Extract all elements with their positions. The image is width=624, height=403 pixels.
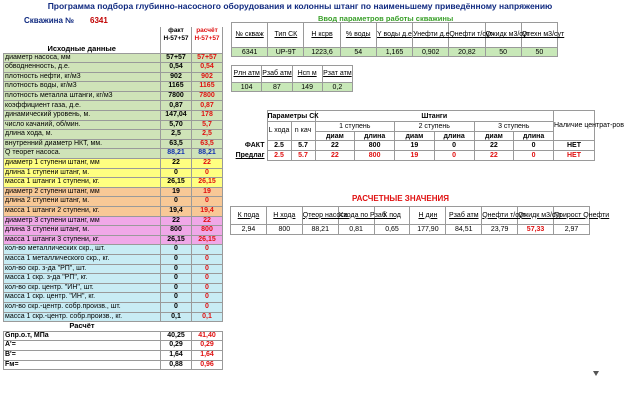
calc-value[interactable]: 0,54 [192, 63, 223, 73]
calc-fact-value: 0,88 [161, 360, 192, 370]
param-name: кол-во скр. з-да "РП", шт. [4, 264, 161, 274]
calc-value[interactable]: 2,5 [192, 130, 223, 140]
stage1-header: 1 ступень [315, 122, 395, 132]
result-header: Qтеор насоса [302, 207, 338, 225]
calc-name: В'= [4, 350, 161, 360]
well-param-header: Qнефти т/сут [449, 23, 485, 48]
param-name: кол-во металлических скр., шт. [4, 245, 161, 255]
param-name: диаметр насоса, мм [4, 53, 161, 63]
rod-subheader: длина [434, 132, 474, 141]
source-data-title: Исходные данные [4, 27, 161, 53]
fact-value: 0 [434, 141, 474, 151]
fact-value[interactable]: 19,4 [161, 207, 192, 217]
result-value: 84,51 [446, 225, 482, 235]
fact-value[interactable]: 0,1 [161, 312, 192, 322]
source-data-row [4, 207, 223, 217]
param-name: Q теорет насоса. [4, 149, 161, 159]
calc-value[interactable]: 0 [192, 245, 223, 255]
proposed-value: НЕТ [554, 151, 595, 161]
well-param-header: Qтехн м3/сут [521, 23, 557, 48]
proposed-row-label: Предлаг [235, 152, 265, 159]
fact-value[interactable]: 800 [161, 226, 192, 236]
param-name: внутренний диаметр НКТ, мм. [4, 139, 161, 149]
param-name: масса 1 штанги 2 ступени, кг. [4, 207, 161, 217]
well-param-header: Тип СК [268, 23, 304, 48]
fact-value[interactable]: 7800 [161, 91, 192, 101]
param-name: плотность металла штанги, кг/м3 [4, 91, 161, 101]
fact-value[interactable]: 0 [161, 264, 192, 274]
fact-value[interactable]: 22 [161, 216, 192, 226]
pressure-params-table [231, 65, 353, 92]
param-name: плотность нефти, кг/м3 [4, 72, 161, 82]
fact-value[interactable]: 1165 [161, 82, 192, 92]
proposed-value: 0 [514, 151, 554, 161]
source-data-row [4, 197, 223, 207]
rod-subheader: диам [395, 132, 435, 141]
calc-fact-value: 40,25 [161, 331, 192, 341]
fact-value[interactable]: 5,70 [161, 120, 192, 130]
source-data-row [4, 82, 223, 92]
pressure-param-header: Рлн атм [232, 66, 262, 83]
result-value: 88,21 [302, 225, 338, 235]
result-header: Н дин [410, 207, 446, 225]
calc-row [4, 331, 223, 341]
result-header: К пода [231, 207, 267, 225]
fact-value[interactable]: 147,04 [161, 111, 192, 121]
pressure-param-header: Рзат атм [322, 66, 352, 83]
param-name: масса 1 скр. з-да "РП", кг. [4, 274, 161, 284]
source-data-row [4, 302, 223, 312]
calc-value[interactable]: 57+57 [192, 53, 223, 63]
well-param-value[interactable]: UP-9T [268, 48, 304, 57]
fact-value[interactable]: 0,87 [161, 101, 192, 111]
source-data-row [4, 216, 223, 226]
param-name: диаметр 3 ступени штанг, мм [4, 216, 161, 226]
cursor-icon [592, 370, 600, 377]
well-label: Скважина № [24, 16, 75, 25]
well-param-value[interactable]: 6341 [232, 48, 268, 57]
rod-subheader: длина [514, 132, 554, 141]
param-name: масса 1 металлического скр., кг. [4, 254, 161, 264]
calc-value[interactable]: 0 [192, 274, 223, 284]
param-name: масса 1 скр. центр. "ИН", кг. [4, 293, 161, 303]
pressure-param-header: Рзаб атм [262, 66, 292, 83]
calc-value[interactable]: 19 [192, 187, 223, 197]
fact-value: 800 [355, 141, 395, 151]
source-data-row [4, 187, 223, 197]
calc-row [4, 350, 223, 360]
calc-row [4, 341, 223, 351]
pressure-param-value[interactable]: 104 [232, 83, 262, 92]
calc-name: А'= [4, 341, 161, 351]
result-header: Ххода по Рзаб [338, 207, 374, 225]
param-name: масса 1 штанги 1 ступени, кг. [4, 178, 161, 188]
result-header: Qнефти т/сут [482, 207, 518, 225]
fact-value: 2.5 [267, 141, 291, 151]
source-data-row [4, 91, 223, 101]
param-name: коэффициент газа, д.е. [4, 101, 161, 111]
fact-value[interactable]: 0 [161, 245, 192, 255]
calc-value[interactable]: 0,87 [192, 101, 223, 111]
source-data-row [4, 130, 223, 140]
well-param-header: № скваж [232, 23, 268, 48]
well-param-value[interactable]: 50 [485, 48, 521, 57]
calc-value[interactable]: 22 [192, 216, 223, 226]
fact-value[interactable]: 0 [161, 168, 192, 178]
rods-header: Штанги [315, 111, 554, 122]
calc-fact-value: 0,29 [161, 341, 192, 351]
calc-row [4, 360, 223, 370]
fact-value[interactable]: 57+57 [161, 53, 192, 63]
calc-name: Fм= [4, 360, 161, 370]
calc-value[interactable]: 0 [192, 197, 223, 207]
param-name: число качаний, об/мин. [4, 120, 161, 130]
source-data-row [4, 159, 223, 169]
param-name: кол-во скр. центр. "ИН", шт. [4, 283, 161, 293]
proposed-value: 800 [355, 151, 395, 161]
fact-value[interactable]: 0 [161, 293, 192, 303]
rod-subheader: длина [355, 132, 395, 141]
fact-value[interactable]: 0 [161, 197, 192, 207]
rod-subheader: диам [315, 132, 355, 141]
calc-value[interactable]: 88,21 [192, 149, 223, 159]
result-value: 0,81 [338, 225, 374, 235]
ck-params-header: Параметры СК [267, 112, 319, 120]
strokes-header: n кач [291, 122, 315, 141]
fact-value[interactable]: 63,5 [161, 139, 192, 149]
well-param-value[interactable]: 1223,6 [304, 48, 340, 57]
fact-value[interactable]: 0 [161, 254, 192, 264]
source-data-table [3, 27, 223, 370]
source-data-row [4, 120, 223, 130]
pressure-param-value[interactable]: 87 [262, 83, 292, 92]
source-data-header [4, 27, 223, 53]
param-name: масса 1 скр.-центр. собр.произв., кг. [4, 312, 161, 322]
result-value: 2,94 [231, 225, 267, 235]
well-param-value[interactable]: 20,82 [449, 48, 485, 57]
calc-result-value: 0,96 [192, 360, 223, 370]
source-data-row [4, 178, 223, 188]
fact-value: 19 [395, 141, 435, 151]
fact-value[interactable]: 22 [161, 159, 192, 169]
result-header: Н хода [266, 207, 302, 225]
calc-value[interactable]: 0 [192, 264, 223, 274]
fact-value[interactable]: 2,5 [161, 130, 192, 140]
calc-value[interactable]: 0 [192, 293, 223, 303]
well-param-value[interactable]: 50 [521, 48, 557, 57]
source-data-row [4, 312, 223, 322]
source-data-row [4, 254, 223, 264]
result-header: К под [374, 207, 410, 225]
param-name: диаметр 2 ступени штанг, мм [4, 187, 161, 197]
well-number[interactable]: 6341 [90, 16, 108, 25]
source-data-row [4, 168, 223, 178]
stroke-length-header: L хода [267, 122, 291, 141]
fact-value: 22 [315, 141, 355, 151]
proposed-value: 22 [474, 151, 514, 161]
rod-subheader: диам [474, 132, 514, 141]
proposed-value: 0 [434, 151, 474, 161]
stage2-header: 2 ступень [395, 122, 475, 132]
centralizers-header: Наличие центрат-ров [554, 111, 595, 141]
param-name: длина 2 ступени штанг, м. [4, 197, 161, 207]
source-data-row [4, 111, 223, 121]
calc-result-value: 1,64 [192, 350, 223, 360]
result-header: Прирост Qнефти [554, 207, 590, 225]
calc-value[interactable]: 5,7 [192, 120, 223, 130]
source-data-row [4, 226, 223, 236]
fact-value: 5.7 [291, 141, 315, 151]
calc-column-header: расчёт Н-57+57 [192, 27, 223, 53]
well-params-table [231, 22, 565, 57]
param-name: кол-во скр.-центр. собр.произв., шт. [4, 302, 161, 312]
param-name: динамический уровень, м. [4, 111, 161, 121]
fact-value[interactable]: 0,54 [161, 63, 192, 73]
stage3-header: 3 ступень [474, 122, 554, 132]
param-name: диаметр 1 ступени штанг, мм [4, 159, 161, 169]
source-data-row [4, 149, 223, 159]
source-data-row [4, 72, 223, 82]
calc-value[interactable]: 26,15 [192, 235, 223, 245]
fact-value[interactable]: 26,15 [161, 178, 192, 188]
result-header: Qжидк м3/сут [518, 207, 554, 225]
results-title: РАСЧЕТНЫЕ ЗНАЧЕНИЯ [352, 194, 449, 203]
param-name: обводненность, д.е. [4, 63, 161, 73]
well-param-value[interactable]: 0,902 [413, 48, 449, 57]
param-name: длина хода, м. [4, 130, 161, 140]
source-data-row [4, 53, 223, 63]
calc-fact-value: 1,64 [161, 350, 192, 360]
calc-value[interactable]: 26,15 [192, 178, 223, 188]
calc-value[interactable]: 800 [192, 226, 223, 236]
param-name: плотность воды, кг/м3 [4, 82, 161, 92]
well-param-value[interactable]: 54 [340, 48, 376, 57]
calc-name: Gпр.о.т, МПа [4, 331, 161, 341]
fact-value[interactable]: 88,21 [161, 149, 192, 159]
calc-value[interactable]: 22 [192, 159, 223, 169]
calc-value[interactable]: 19,4 [192, 207, 223, 217]
source-data-row [4, 274, 223, 284]
well-param-header: Н ксрв [304, 23, 340, 48]
result-header: Рзаб атм [446, 207, 482, 225]
calc-value[interactable]: 0 [192, 168, 223, 178]
pressure-param-header: Нсп м [292, 66, 322, 83]
result-value: 177,90 [410, 225, 446, 235]
result-value: 0,65 [374, 225, 410, 235]
fact-value[interactable]: 0 [161, 274, 192, 284]
fact-value: НЕТ [554, 141, 595, 151]
proposed-value: 22 [315, 151, 355, 161]
calc-result-value: 0,29 [192, 341, 223, 351]
fact-column-header: факт Н-57+57 [161, 27, 192, 53]
source-data-row [4, 293, 223, 303]
page-title: Программа подбора глубинно-насосного оборудования и колонны штанг по наименьшему приведённому напряжению [47, 1, 553, 11]
pump-rods-table [227, 110, 624, 161]
fact-row-label: ФАКТ [244, 142, 265, 149]
source-data-row [4, 63, 223, 73]
fact-value[interactable]: 19 [161, 187, 192, 197]
well-param-header: Y воды д.е [376, 23, 412, 48]
calc-value[interactable]: 1165 [192, 82, 223, 92]
calc-value[interactable]: 0,1 [192, 312, 223, 322]
calc-value[interactable]: 7800 [192, 91, 223, 101]
calc-value[interactable]: 178 [192, 111, 223, 121]
calc-section-header: Расчёт [69, 321, 95, 331]
well-param-header: Qжидк м3/сут [485, 23, 521, 48]
fact-value: 0 [514, 141, 554, 151]
fact-value: 22 [474, 141, 514, 151]
proposed-value: 2.5 [267, 151, 291, 161]
pressure-param-value[interactable]: 0,2 [322, 83, 352, 92]
calc-value[interactable]: 0 [192, 254, 223, 264]
well-param-value[interactable]: 1,165 [376, 48, 412, 57]
fact-value[interactable]: 26,15 [161, 235, 192, 245]
calc-value[interactable]: 902 [192, 72, 223, 82]
calc-value[interactable]: 0 [192, 302, 223, 312]
fact-value[interactable]: 902 [161, 72, 192, 82]
results-table [230, 206, 610, 235]
input-section-title: Ввод параметров работы скважины [318, 14, 454, 23]
source-data-row [4, 101, 223, 111]
result-value: 23,79 [482, 225, 518, 235]
result-value: 800 [266, 225, 302, 235]
calc-value[interactable]: 0 [192, 283, 223, 293]
source-data-row [4, 139, 223, 149]
well-param-header: % воды [340, 23, 376, 48]
fact-value[interactable]: 0 [161, 283, 192, 293]
param-name: длина 1 ступени штанг, м. [4, 168, 161, 178]
calc-value[interactable]: 63,5 [192, 139, 223, 149]
well-param-header: Унефти д.е [413, 23, 449, 48]
result-value: 57,33 [518, 225, 554, 235]
calc-result-value: 41,40 [192, 331, 223, 341]
source-data-row [4, 235, 223, 245]
source-data-row [4, 264, 223, 274]
param-name: масса 1 штанги 3 ступени, кг. [4, 235, 161, 245]
param-name: длина 3 ступени штанг, м. [4, 226, 161, 236]
source-data-row [4, 283, 223, 293]
source-data-row [4, 245, 223, 255]
proposed-value: 5.7 [291, 151, 315, 161]
result-value: 2,97 [554, 225, 590, 235]
pressure-param-value[interactable]: 149 [292, 83, 322, 92]
fact-value[interactable]: 0 [161, 302, 192, 312]
proposed-value: 19 [395, 151, 435, 161]
